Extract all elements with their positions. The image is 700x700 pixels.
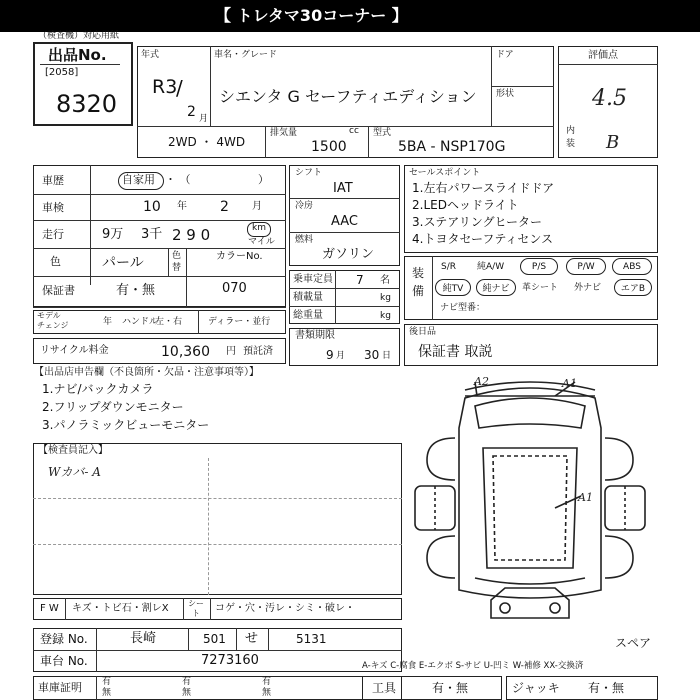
inspection-label: 車検 [42, 201, 64, 214]
registration-place: 長崎 [130, 631, 157, 646]
ac-value: AAC [331, 214, 358, 229]
chassis-label: 車台 No. [40, 654, 88, 668]
equipment-label-2: 備 [412, 284, 425, 298]
load-label: 積載量 [293, 292, 323, 303]
gross-unit: kg [380, 311, 391, 321]
mileage-mile: マイル [248, 237, 275, 247]
certificate-field: 無 [182, 688, 192, 698]
deadline-month: 9 [326, 348, 334, 362]
displacement-value: 1500 [311, 139, 347, 155]
equipment-abs-circle [612, 258, 652, 275]
seller-note-item: 3.パノラミックビューモニター [42, 418, 210, 432]
equipment-navi: 純ナビ [482, 284, 510, 294]
model-change-label-2: チェンジ [37, 321, 69, 330]
color-value: パール [102, 255, 144, 271]
fw-first: キズ・トビ石・割レX [72, 603, 169, 614]
interior-label-1: 内 [566, 126, 576, 136]
sales-point-item: 3.ステアリングヒーター [412, 215, 543, 229]
shift-label: シフト [295, 168, 323, 178]
capacity-unit: 名 [380, 275, 390, 286]
mileage-km: km [252, 223, 266, 233]
model-change-label-1: モデル [37, 311, 61, 320]
inspection-month: 2 [220, 199, 229, 215]
equipment-airbag: エアB [620, 284, 646, 294]
post-delivery-value: 保証書 取説 [418, 344, 493, 360]
registration-kana: せ [245, 631, 259, 646]
seller-notes-label: 【出品店申告欄（不良箇所・欠品・注意事項等）】 [34, 367, 259, 378]
deadline-day-unit: 日 [382, 351, 392, 361]
sales-point-item: 2.LEDヘッドライト [412, 198, 519, 212]
mileage-man: 9万 [102, 227, 124, 242]
model-change-year-unit: 年 [103, 317, 113, 327]
ac-label: 冷房 [295, 201, 314, 211]
color-label: 色 [50, 255, 61, 268]
color-code: 070 [222, 281, 247, 296]
jack-value: 有・無 [588, 681, 625, 695]
deadline-label: 書類期限 [295, 330, 335, 341]
capacity-label: 乗車定員 [293, 274, 333, 285]
equipment-ext-navi: 外ナビ [574, 283, 602, 293]
certificate-label: 車庫証明 [38, 681, 82, 694]
navi-model-label: ナビ型番： [440, 303, 486, 313]
seller-note-item: 2.フリップダウンモニター [42, 400, 184, 414]
mileage-rest: 2 9 0 [172, 226, 211, 244]
history-label: 車歴 [42, 174, 64, 187]
equipment-label-1: 装 [412, 266, 425, 280]
equipment-aw: 純A/W [477, 262, 505, 272]
door-label: ドア [496, 50, 514, 60]
banner-text: 【 トレタマ30コーナー 】 [215, 6, 408, 25]
deadline-day: 30 [364, 348, 380, 362]
capacity-value: 7 [356, 273, 364, 287]
certificate-field: 無 [102, 688, 112, 698]
fw-second: コゲ・穴・汚レ・シミ・破レ・ [215, 603, 355, 614]
sales-point-item: 4.トヨタセーフティセンス [412, 232, 554, 246]
certificate-box [33, 676, 402, 700]
jack-label: ジャッキ [512, 681, 560, 695]
history-rest: ・ （ [165, 173, 191, 186]
fuel-label: 燃料 [295, 235, 314, 245]
interior-value: B [606, 132, 620, 153]
equipment-tv: 純TV [442, 284, 464, 294]
car-name: シエンタ G セーフティエディション [219, 87, 477, 106]
equipment-pw-circle [566, 258, 606, 275]
score-label: 評価点 [588, 50, 618, 61]
equipment-leather: 革シート [522, 283, 559, 293]
certificate-field: 有 [262, 677, 272, 687]
chassis-value: 7273160 [201, 653, 259, 668]
score-value: 4.5 [592, 86, 627, 111]
drive-type: 2WD ・ 4WD [168, 135, 246, 149]
handle-label: ハンドル [122, 317, 159, 327]
registration-num1: 501 [203, 632, 226, 646]
car-label: 車名・グレード [214, 50, 278, 60]
color-change-label-1: 色 [172, 251, 182, 261]
seller-note-item: 1.ナビ/バックカメラ [42, 382, 154, 396]
tools-value: 有・無 [432, 681, 469, 695]
deadline-month-unit: 月 [336, 351, 346, 361]
inspection-year: 10 [143, 199, 161, 215]
equipment-pw: P/W [577, 261, 595, 272]
inspector-note: Wカバ- A [48, 465, 101, 479]
equipment-tv-circle [435, 279, 471, 296]
displacement-unit: cc [349, 126, 359, 136]
load-unit: kg [380, 293, 391, 303]
history-value: 自家用 [122, 173, 155, 186]
fw-label: F W [40, 603, 59, 614]
mileage-label: 走行 [42, 228, 64, 241]
equipment-sr: S/R [441, 262, 456, 272]
dealer-label: ディラー・並行 [208, 317, 271, 327]
color-change-label-2: 替 [172, 263, 182, 273]
certificate-field: 有 [182, 677, 192, 687]
equipment-abs: ABS [623, 261, 641, 272]
recycle-deposit: 預託済 [243, 346, 273, 357]
mileage-sen: 3千 [141, 227, 163, 242]
registration-num2: 5131 [296, 632, 327, 646]
sales-points-label: セールスポイント [409, 168, 481, 178]
equipment-ps-circle [520, 258, 558, 275]
spare-label: スペア [615, 636, 652, 650]
warranty-label: 保証書 [42, 284, 75, 297]
handle-value: 左・右 [155, 317, 183, 327]
registration-label: 登録 No. [40, 632, 88, 646]
recycle-value: 10,360 [161, 344, 210, 360]
equipment-navi-circle [476, 279, 516, 296]
lot-code: [2058] [45, 67, 79, 78]
lot-number: 8320 [56, 90, 118, 118]
warranty-value: 有・無 [116, 283, 156, 298]
inspector-notes-label: 【検査員記入】 [38, 445, 108, 456]
history-close: ） [258, 173, 269, 186]
mark-a1-side: A1 [578, 491, 593, 504]
year-slash: / [176, 76, 183, 100]
damage-legend: A-キズ C-腐食 E-エクボ S-サビ U-凹ミ W-補修 XX-交換済 [362, 661, 584, 671]
fw-seat-label-1: シー [188, 599, 204, 608]
vehicle-diagram [405, 368, 657, 628]
year-era: R3 [152, 76, 178, 98]
year-month-unit: 月 [199, 114, 209, 124]
mark-a1-top: A1 [562, 377, 577, 390]
inspection-month-unit: 月 [252, 201, 262, 212]
sales-point-item: 1.左右パワースライドドア [412, 181, 555, 195]
gross-label: 総重量 [293, 310, 323, 321]
fw-seat-label-2: ト [192, 609, 200, 618]
shape-label: 形状 [496, 89, 515, 99]
year-month: 2 [187, 104, 196, 120]
tools-label: 工具 [372, 681, 397, 695]
inspection-year-unit: 年 [177, 201, 187, 212]
post-delivery-label: 後日品 [409, 327, 437, 337]
year-label: 年式 [141, 50, 160, 60]
color-code-label: カラーNo. [216, 251, 263, 262]
interior-label-2: 装 [566, 139, 576, 149]
recycle-unit: 円 [226, 346, 236, 357]
model-value: 5BA - NSP170G [398, 139, 506, 155]
certificate-field: 有 [102, 677, 112, 687]
model-label: 型式 [373, 128, 392, 138]
displacement-label: 排気量 [270, 128, 298, 138]
top-note: （検査機）対応用紙 [38, 31, 120, 41]
certificate-field: 無 [262, 688, 272, 698]
mark-a2: A2 [474, 375, 489, 388]
fuel-value: ガソリン [322, 247, 375, 262]
lot-label: 出品No. [48, 46, 107, 64]
equipment-ps: P/S [531, 261, 547, 272]
recycle-label: リサイクル料金 [40, 345, 109, 356]
equipment-airbag-circle [614, 279, 652, 296]
shift-value: IAT [333, 181, 353, 196]
